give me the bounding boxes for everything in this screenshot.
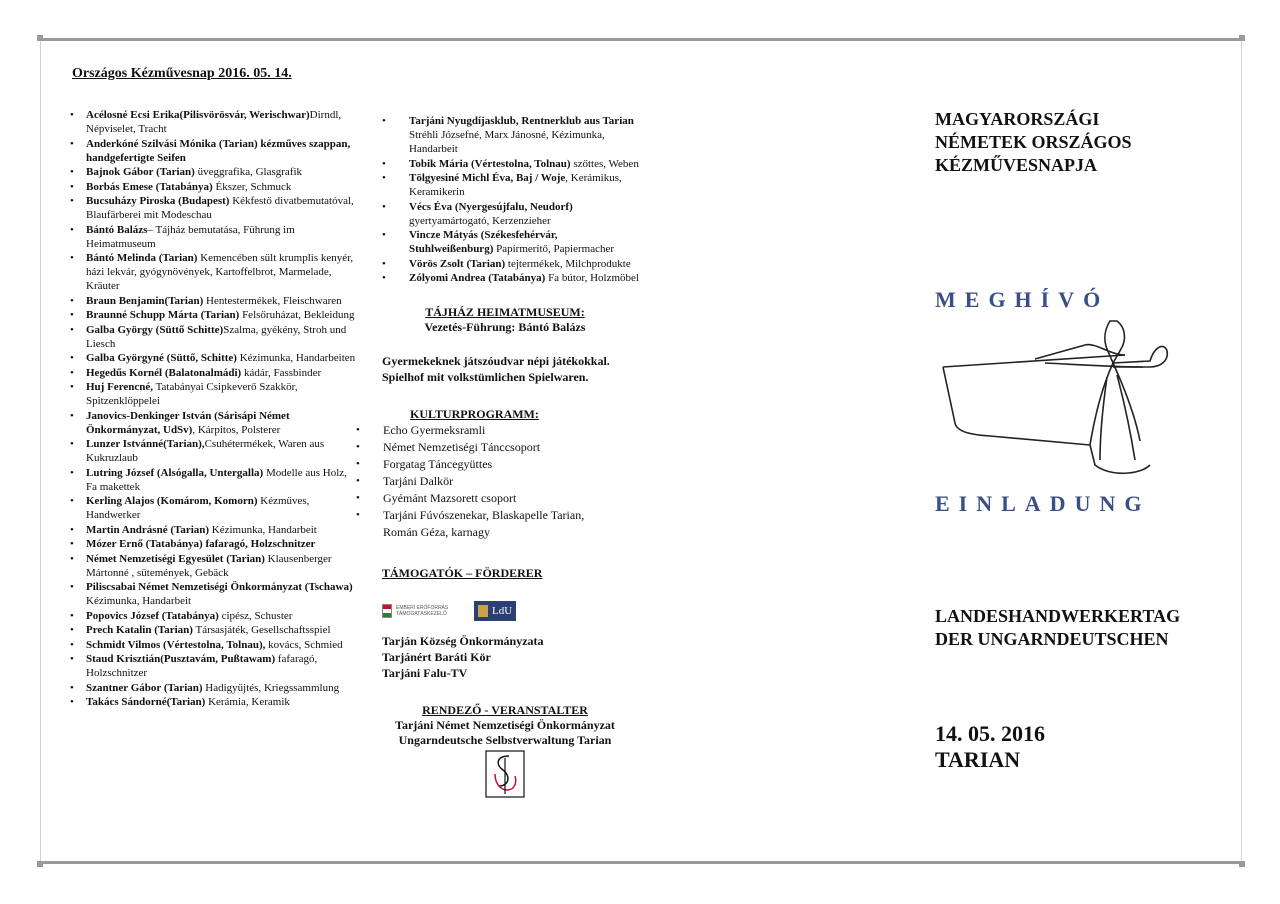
exhibitor-products: üveggrafika, Glasgrafik	[194, 166, 303, 178]
exhibitor-item	[60, 251, 360, 293]
exhibitor-item	[370, 157, 640, 171]
ldu-emblem-icon	[478, 605, 488, 617]
exhibitor-name: Bántó Melinda (Tarian)	[86, 252, 198, 264]
cover-heading-line: MAGYARORSZÁGI	[935, 109, 1100, 129]
exhibitor-name: Popovics József (Tatabánya)	[86, 609, 219, 622]
exhibitor-list-continued	[370, 114, 640, 285]
organizer-title: RENDEZŐ - VERANSTALTER	[422, 703, 588, 717]
exhibitor-name: Vécs Éva (Nyergesújfalu, Neudorf)	[409, 200, 573, 213]
exhibitor-products: Ékszer, Schmuck	[212, 180, 292, 193]
exhibitor-products: Kézimunka, Handarbeit	[209, 523, 317, 536]
event-name-line: LANDESHANDWERKERTAG	[935, 606, 1181, 626]
exhibitor-item	[370, 228, 640, 256]
organizer-line-1: Tarjáni Német Nemzetiségi Önkormányzat	[395, 718, 615, 732]
hungarian-coat-of-arms-icon	[382, 604, 392, 618]
exhibitor-products: Kézimunka, Handarbeit	[86, 595, 192, 607]
emberi-eroforras-logo	[382, 604, 456, 618]
exhibitor-products: kovács, Schmied	[265, 638, 343, 651]
invite-german: EINLADUNG	[935, 491, 1151, 516]
exhibitor-item	[60, 695, 360, 709]
sponsor-names	[382, 633, 640, 681]
exhibitor-products: Hadigyűjtés, Kriegssammlung	[202, 681, 340, 694]
exhibitor-name: Kerling Alajos (Komárom, Komorn)	[86, 495, 258, 507]
exhibitor-item	[60, 609, 360, 623]
exhibitor-item	[60, 351, 360, 365]
exhibitor-name: Német Nemzetiségi Egyesület (Tarian)	[86, 552, 265, 565]
frame-corner	[1239, 35, 1245, 41]
exhibitor-products: Papírmerítő, Papiermacher	[493, 243, 615, 255]
frame-corner	[37, 861, 43, 867]
exhibitor-item	[60, 638, 360, 652]
exhibitor-name: Tobik Mária (Vértestolna, Tolnau)	[409, 157, 571, 170]
exhibitor-item	[60, 494, 360, 522]
exhibitor-products: Kézimunka, Handarbeiten	[236, 352, 356, 364]
exhibitor-item	[60, 409, 360, 437]
exhibitor-products: , Kárpitos, Polsterer	[192, 423, 281, 436]
cover-heading-line: NÉMETEK ORSZÁGOS	[935, 132, 1132, 152]
kultur-item: • Tarjáni Dalkör	[344, 473, 619, 490]
cover-heading	[935, 108, 1245, 177]
exhibitor-name: Vörös Zsolt (Tarian)	[409, 257, 506, 270]
event-name-line: DER UNGARNDEUTSCHEN	[935, 629, 1169, 649]
organizer-line-2: Ungarndeutsche Selbstverwaltung Tarian	[398, 733, 612, 747]
exhibitor-products: Klausenberger Mártonné , sütemények, Gebäck	[86, 552, 332, 579]
exhibitor-name: Bucsuházy Piroska (Budapest)	[86, 195, 230, 207]
exhibitor-products: kádár, Fassbinder	[241, 366, 322, 379]
exhibitor-products: Társasjáték, Gesellschaftsspiel	[192, 624, 331, 636]
organizer-section	[370, 703, 640, 798]
event-name	[935, 605, 1245, 651]
exhibitor-products: Hentestermékek, Fleischwaren	[203, 294, 342, 307]
exhibitor-products: fafaragó, Holzschnitzer	[86, 653, 318, 679]
museum-guide: Vezetés-Führung: Bántó Balázs	[424, 320, 586, 334]
exhibitor-products: Csuhétermékek, Waren aus Kukruzlaub	[86, 438, 325, 464]
exhibitor-products: Dirndl, Népviselet, Tracht	[86, 109, 342, 135]
exhibitor-item	[370, 114, 640, 156]
exhibitor-name: Galba György (Süttő Schitte)	[86, 323, 224, 336]
exhibitor-products: Felsőruházat, Bekleidung	[239, 309, 355, 321]
exhibitor-item	[60, 623, 360, 637]
exhibitor-name: Prech Katalin (Tarian)	[86, 624, 193, 636]
exhibitor-name: Martin Andrásné (Tarian)	[86, 523, 210, 536]
exhibitor-products: Modelle aus Holz, Fa makettek	[86, 466, 347, 493]
exhibitor-item	[60, 523, 360, 537]
exhibitor-name: Staud Krisztián(Pusztavám, Pußtawam)	[86, 653, 276, 665]
exhibitor-name: Borbás Emese (Tatabánya)	[86, 180, 213, 193]
exhibitor-item	[370, 271, 640, 285]
kultur-item: • Gyémánt Mazsorett csoport	[344, 490, 619, 507]
exhibitor-item	[60, 652, 360, 680]
exhibitor-name: Tölgyesiné Michl Éva, Baj / Woje	[409, 172, 566, 184]
exhibitor-item	[60, 180, 360, 194]
exhibitor-column-1	[60, 66, 360, 710]
exhibitor-name: Braunné Schupp Márta (Tarian)	[86, 309, 240, 321]
sponsor-name: Tarján Község Önkormányzata	[382, 634, 544, 648]
exhibitor-name: Anderkóné Szilvási Mónika (Tarian) kézműves szappan, handgefertigte Seifen	[86, 137, 351, 164]
exhibitor-products: Kerámia, Keramik	[205, 696, 290, 708]
exhibitor-item	[370, 171, 640, 199]
emberi-eroforras-logo-text: EMBERI ERŐFORRÁS TÁMOGATÁSKEZELŐ	[396, 605, 449, 617]
exhibitor-list	[60, 108, 360, 709]
exhibitor-products: Fa bútor, Holzmöbel	[545, 272, 639, 284]
exhibitor-name: Huj Ferencné,	[86, 381, 154, 393]
sponsor-name: Tarjánért Baráti Kör	[382, 650, 491, 664]
sponsors-section	[370, 566, 640, 681]
exhibitor-item	[60, 580, 360, 608]
cover-panel	[935, 108, 1245, 773]
exhibitor-item	[60, 194, 360, 222]
exhibitor-products: – Tájház bemutatása, Führung im Heimatmuseum	[86, 223, 295, 250]
kultur-item: • Forgatag Táncegyüttes	[344, 456, 619, 473]
exhibitor-item	[60, 552, 360, 580]
exhibitor-products: gyertyamártogató, Kerzenzieher	[409, 214, 551, 227]
exhibitor-item	[370, 200, 640, 228]
exhibitor-products: tejtermékek, Milchprodukte	[505, 257, 631, 270]
bread-basket-illustration	[935, 315, 1170, 485]
exhibitor-name: Schmidt Vilmos (Vértestolna, Tolnau),	[86, 638, 266, 651]
exhibitor-name: Takács Sándorné(Tarian)	[86, 696, 206, 708]
sponsor-logos	[382, 599, 640, 623]
kultur-section	[370, 407, 640, 540]
exhibitor-name: Lunzer Istvánné(Tarian),	[86, 438, 205, 450]
event-place: TARIAN	[935, 747, 1021, 772]
exhibitor-name: Hegedűs Kornél (Balatonalmádi)	[86, 366, 242, 379]
sponsor-name: Tarjáni Falu-TV	[382, 666, 468, 680]
kultur-item: • Echo Gyermeksramli	[344, 422, 619, 439]
exhibitor-name: Szantner Gábor (Tarian)	[86, 681, 203, 694]
organizer-logo-icon	[485, 750, 525, 798]
exhibitor-item	[60, 108, 360, 136]
exhibitor-item	[60, 380, 360, 408]
exhibitor-products: Kemencében sült krumplis kenyér, házi lekvár, gyógynövények, Kartoffelbrot, Marmelade, Kräuter	[86, 252, 354, 292]
exhibitor-item	[60, 366, 360, 380]
exhibitor-name: Acélosné Ecsi Erika(Pilisvörösvár, Werischwar)	[86, 109, 310, 121]
kultur-title: KULTURPROGRAMM:	[410, 407, 539, 421]
museum-section	[370, 305, 640, 335]
ldu-logo	[474, 601, 516, 621]
exhibitor-column-2	[370, 114, 640, 798]
exhibitor-item	[60, 537, 360, 551]
exhibitor-name: Piliscsabai Német Nemzetiségi Önkormányzat (Tschawa)	[86, 581, 353, 593]
exhibitor-item	[60, 466, 360, 494]
exhibitor-item	[60, 437, 360, 465]
cover-heading-line: KÉZMŰVESNAPJA	[935, 155, 1098, 175]
page-title: Országos Kézművesnap 2016. 05. 14.	[72, 66, 292, 81]
exhibitor-products: szőttes, Weben	[570, 157, 639, 170]
invite-hungarian: MEGHÍVÓ	[935, 287, 1110, 312]
exhibitor-item	[60, 681, 360, 695]
museum-title: TÁJHÁZ HEIMATMUSEUM:	[425, 305, 585, 319]
kultur-item: • Tarjáni Fúvószenekar, Blaskapelle Tarian, Román Géza, karnagy	[344, 507, 619, 540]
sponsors-title: TÁMOGATÓK – FÖRDERER	[382, 566, 543, 580]
kids-playground-text: Gyermekeknek játszóudvar népi játékokkal. Spielhof mit volkstümlichen Spielwaren.	[382, 354, 610, 384]
exhibitor-item	[60, 137, 360, 165]
kultur-item: • Német Nemzetiségi Tánccsoport	[344, 439, 619, 456]
exhibitor-name: Tarjáni Nyugdíjasklub, Rentnerklub aus Tarian	[409, 115, 634, 127]
exhibitor-name: Bántó Balázs	[86, 223, 148, 236]
exhibitor-name: Vincze Mátyás (Székesfehérvár, Stuhlweißenburg)	[409, 229, 558, 255]
exhibitor-name: Janovics-Denkinger István (Sárisápi Német Önkormányzat, UdSv)	[86, 409, 290, 436]
exhibitor-item	[60, 223, 360, 251]
exhibitor-name: Bajnok Gábor (Tarian)	[86, 166, 195, 178]
exhibitor-name: Lutring József (Alsógalla, Untergalla)	[86, 466, 264, 479]
exhibitor-item	[60, 323, 360, 351]
exhibitor-name: Zólyomi Andrea (Tatabánya)	[409, 272, 546, 284]
exhibitor-item	[60, 308, 360, 322]
exhibitor-item	[60, 294, 360, 308]
exhibitor-products: Tatabányai Csipkeverő Szakkör, Spitzenklöppelei	[86, 381, 298, 407]
exhibitor-item	[370, 257, 640, 271]
exhibitor-products: , Kerámikus, Keramikerin	[409, 172, 622, 198]
exhibitor-name: Mózer Ernő (Tatabánya) fafaragó, Holzschnitzer	[86, 538, 316, 550]
frame-corner	[37, 35, 43, 41]
exhibitor-name: Braun Benjamin(Tarian)	[86, 294, 204, 307]
exhibitor-products: Kézműves, Handwerker	[86, 495, 310, 521]
exhibitor-item	[60, 165, 360, 179]
event-date: 14. 05. 2016	[935, 721, 1045, 746]
kultur-list	[344, 422, 619, 540]
exhibitor-products: Szalma, gyékény, Stroh und Liesch	[86, 323, 347, 350]
exhibitor-products: Kékfestő divatbemutatóval, Blaufärberei mit Modeschau	[86, 195, 354, 221]
exhibitor-products: cipész, Schuster	[218, 609, 293, 622]
exhibitor-products: Stréhli Józsefné, Marx Jánosné, Kézimunka, Handarbeit	[409, 129, 605, 155]
ldu-logo-text: LdU	[492, 605, 513, 617]
frame-corner	[1239, 861, 1245, 867]
exhibitor-name: Galba Györgyné (Süttő, Schitte)	[86, 352, 237, 364]
